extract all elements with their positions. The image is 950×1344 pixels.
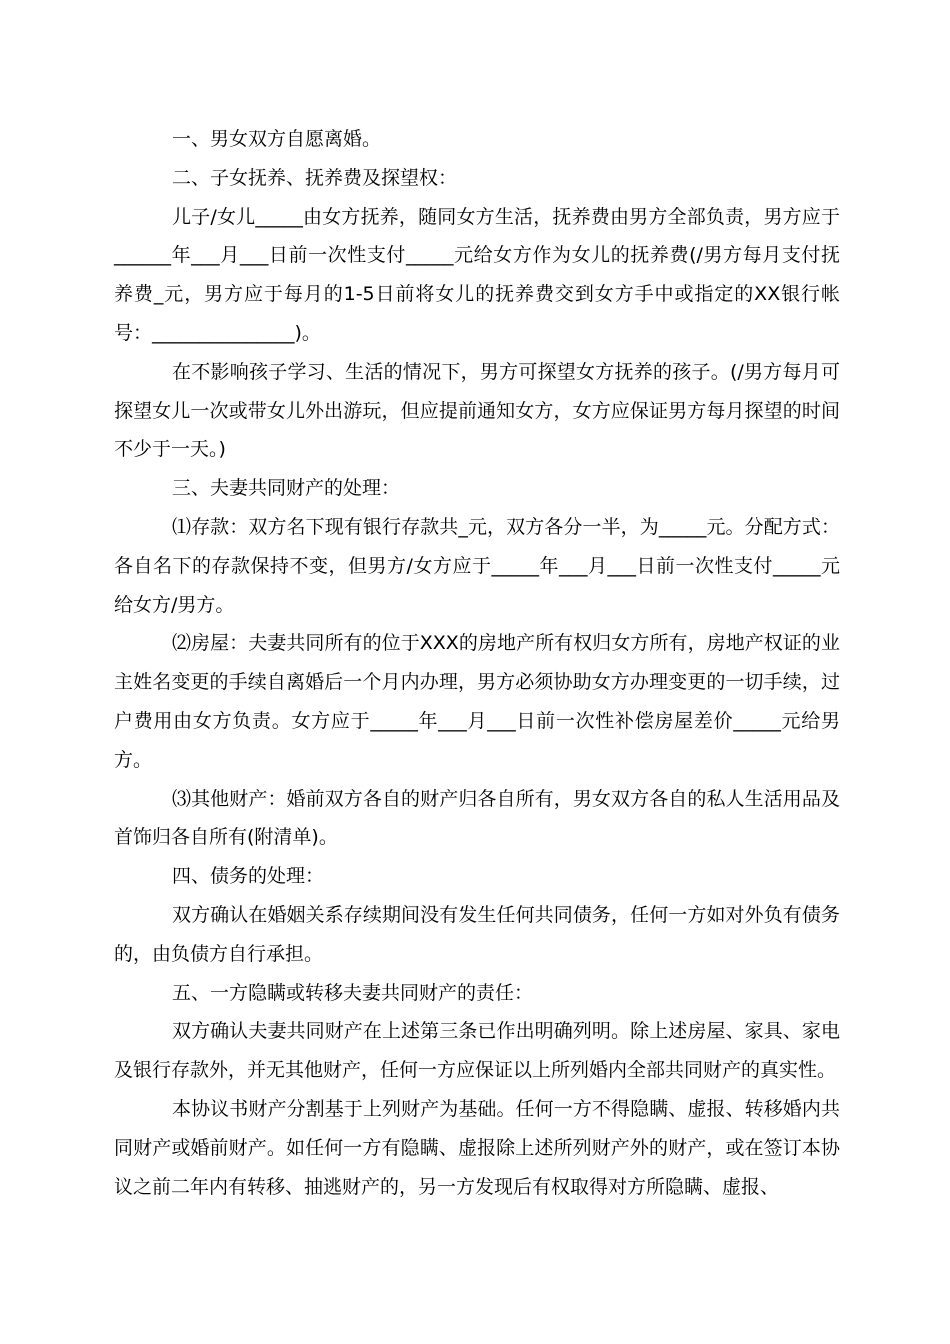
visitation-paragraph: 在不影响孩子学习、生活的情况下，男方可探望女方抚养的孩子。(/男方每月可探望女儿一次或带女儿外出游玩，但应提前通知女方，女方应保证男方每月探望的时间不少于一天。) <box>114 360 840 461</box>
section-heading-1: 一、男女双方自愿离婚。 <box>172 128 382 150</box>
property-confirmation-paragraph: 双方确认夫妻共同财产在上述第三条已作出明确列明。除上述房屋、家具、家电及银行存款外，并无其他财产，任何一方应保证以上所列婚内全部共同财产的真实性。 <box>114 1020 840 1082</box>
debt-paragraph: 双方确认在婚姻关系存续期间没有发生任何共同债务，任何一方如对外负有债务的，由负债方自行承担。 <box>114 903 840 965</box>
house-clause: ⑵房屋：夫妻共同所有的位于XXX的房地产所有权归女方所有，房地产权证的业主姓名变更的手续自离婚后一个月内办理，男方必须协助女方办理变更的一切手续，过户费用由女方负责。女方应于_____年___月___日前一次性补偿房屋差价_____元给男方。 <box>114 632 840 771</box>
section-heading-2: 二、子女抚养、抚养费及探望权： <box>172 166 458 189</box>
child-custody-paragraph: 儿子/女儿_____由女方抚养，随同女方生活，抚养费由男方全部负责，男方应于______年___月___日前一次性支付_____元给女方作为女儿的抚养费(/男方每月支付抚养费_元，男方应于每月的1-5日前将女儿的抚养费交到女方手中或指定的XX银行帐号：_______________)。 <box>114 205 840 344</box>
section-heading-4: 四、债务的处理： <box>172 865 325 888</box>
deposit-clause: ⑴存款：双方名下现有银行存款共_元，双方各分一半，为_____元。分配方式：各自名下的存款保持不变，但男方/女方应于_____年___月___日前一次性支付_____元给女方/男方。 <box>114 515 840 616</box>
section-heading-3: 三、夫妻共同财产的处理： <box>172 477 401 500</box>
document-body <box>114 120 840 1206</box>
section-heading-5: 五、一方隐瞒或转移夫妻共同财产的责任： <box>172 981 534 1004</box>
other-property-clause: ⑶其他财产：婚前双方各自的财产归各自所有，男女双方各自的私人生活用品及首饰归各自所有(附清单)。 <box>114 787 840 849</box>
concealment-paragraph: 本协议书财产分割基于上列财产为基础。任何一方不得隐瞒、虚报、转移婚内共同财产或婚前财产。如任何一方有隐瞒、虚报除上述所列财产外的财产，或在签订本协议之前二年内有转移、抽逃财产的，另一方发现后有权取得对方所隐瞒、虚报、 <box>114 1097 840 1198</box>
